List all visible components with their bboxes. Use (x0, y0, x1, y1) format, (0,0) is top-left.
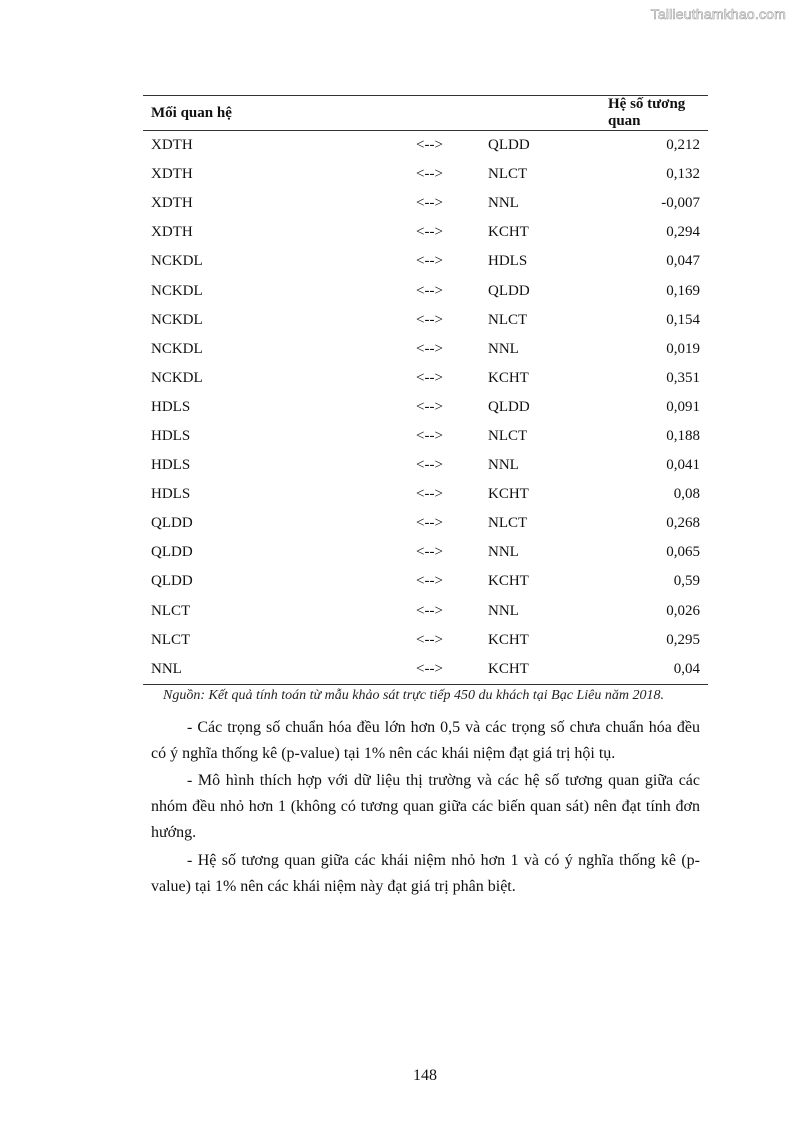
correlation-value: 0,351 (666, 369, 700, 386)
relation-arrow: <--> (416, 282, 443, 299)
relation-to: NNL (488, 544, 519, 561)
relation-from: QLDD (151, 573, 193, 590)
relation-from: NCKDL (151, 369, 203, 386)
relation-from: HDLS (151, 457, 191, 474)
correlation-value: 0,169 (666, 282, 700, 299)
relation-to: NLCT (488, 166, 528, 183)
relation-arrow: <--> (416, 427, 443, 444)
relation-from: XDTH (151, 195, 193, 212)
relation-to: QLDD (488, 282, 530, 299)
table-row (143, 597, 708, 626)
table-row (143, 218, 708, 247)
table-row (143, 509, 708, 538)
relation-from: NCKDL (151, 340, 203, 357)
correlation-value: 0,091 (666, 398, 700, 415)
table-row (143, 626, 708, 655)
relation-from: HDLS (151, 427, 191, 444)
page-number: 148 (413, 1067, 437, 1084)
table-row (143, 131, 708, 161)
watermark: Tailieuthamkhao.com (650, 6, 786, 22)
relation-from: HDLS (151, 486, 191, 503)
correlation-value: -0,007 (661, 195, 700, 212)
relation-from: NLCT (151, 602, 191, 619)
relation-from: QLDD (151, 515, 193, 532)
header-relation: Mối quan hệ (151, 104, 232, 121)
correlation-value: 0,268 (666, 515, 700, 532)
correlation-value: 0,065 (666, 544, 700, 561)
paragraph-unidimensionality: - Mô hình thích hợp với dữ liệu thị trường và các hệ số tương quan giữa các nhóm đều nhỏ hơn 1 (không có tương quan giữa các biến quan sát) nên đạt tính đơn hướng. (151, 772, 700, 841)
relation-arrow: <--> (416, 340, 443, 357)
table-row (143, 451, 708, 480)
relation-from: XDTH (151, 137, 193, 154)
table-header-row (143, 96, 708, 131)
correlation-value: 0,294 (666, 224, 700, 241)
table-row (143, 538, 708, 567)
relation-from: NCKDL (151, 311, 203, 328)
correlation-value: 0,212 (666, 137, 700, 154)
relation-arrow: <--> (416, 253, 443, 270)
relation-to: QLDD (488, 137, 530, 154)
relation-arrow: <--> (416, 398, 443, 415)
table-row (143, 306, 708, 335)
correlation-value: 0,154 (666, 311, 700, 328)
correlation-value: 0,132 (666, 166, 700, 183)
table-body (143, 131, 708, 685)
relation-arrow: <--> (416, 457, 443, 474)
relation-from: XDTH (151, 166, 193, 183)
relation-to: KCHT (488, 631, 529, 648)
correlation-value: 0,019 (666, 340, 700, 357)
relation-arrow: <--> (416, 195, 443, 212)
table-row (143, 480, 708, 509)
relation-to: NNL (488, 457, 519, 474)
relation-arrow: <--> (416, 224, 443, 241)
relation-arrow: <--> (416, 166, 443, 183)
paragraph-discriminant-validity: - Hệ số tương quan giữa các khái niệm nhỏ hơn 1 và có ý nghĩa thống kê (p-value) tại 1% nên các khái niệm này đạt giá trị phân biệt. (151, 852, 700, 895)
table-row (143, 247, 708, 276)
table-row (143, 422, 708, 451)
relation-to: NLCT (488, 427, 528, 444)
relation-to: KCHT (488, 573, 529, 590)
relation-to: KCHT (488, 486, 529, 503)
relation-to: HDLS (488, 253, 528, 270)
relation-to: NLCT (488, 515, 528, 532)
header-coefficient: Hệ số tương quan (608, 96, 686, 129)
table-row (143, 160, 708, 189)
relation-from: QLDD (151, 544, 193, 561)
relation-to: NNL (488, 602, 519, 619)
relation-arrow: <--> (416, 631, 443, 648)
correlation-value: 0,295 (666, 631, 700, 648)
relation-to: NNL (488, 195, 519, 212)
relation-from: HDLS (151, 398, 191, 415)
table-row (143, 567, 708, 596)
relation-from: NLCT (151, 631, 191, 648)
correlation-value: 0,026 (666, 602, 700, 619)
relation-arrow: <--> (416, 573, 443, 590)
relation-arrow: <--> (416, 544, 443, 561)
relation-to: QLDD (488, 398, 530, 415)
correlation-value: 0,047 (666, 253, 700, 270)
table-row (143, 189, 708, 218)
relation-to: NNL (488, 340, 519, 357)
correlation-table (143, 95, 708, 685)
table-row (143, 335, 708, 364)
relation-from: NCKDL (151, 253, 203, 270)
relation-arrow: <--> (416, 486, 443, 503)
relation-to: KCHT (488, 224, 529, 241)
relation-arrow: <--> (416, 311, 443, 328)
relation-from: NCKDL (151, 282, 203, 299)
relation-arrow: <--> (416, 515, 443, 532)
table-row (143, 655, 708, 685)
source-note: Nguồn: Kết quả tính toán từ mẫu khảo sát trực tiếp 450 du khách tại Bạc Liêu năm 2018. (163, 688, 664, 703)
paragraph-convergent-validity: - Các trọng số chuẩn hóa đều lớn hơn 0,5 và các trọng số chưa chuẩn hóa đều có ý nghĩa thống kê (p-value) tại 1% nên các khái niệm đạt giá trị hội tụ. (151, 719, 700, 762)
correlation-value: 0,04 (673, 660, 700, 677)
correlation-value: 0,59 (673, 573, 700, 590)
relation-arrow: <--> (416, 602, 443, 619)
relation-from: XDTH (151, 224, 193, 241)
relation-arrow: <--> (416, 369, 443, 386)
relation-to: KCHT (488, 660, 529, 677)
relation-arrow: <--> (416, 660, 443, 677)
table-row (143, 276, 708, 305)
correlation-value: 0,188 (666, 427, 700, 444)
relation-to: KCHT (488, 369, 529, 386)
relation-to: NLCT (488, 311, 528, 328)
correlation-value: 0,041 (666, 457, 700, 474)
relation-from: NNL (151, 660, 182, 677)
table-row (143, 393, 708, 422)
relation-arrow: <--> (416, 137, 443, 154)
correlation-value: 0,08 (673, 486, 700, 503)
table-row (143, 364, 708, 393)
